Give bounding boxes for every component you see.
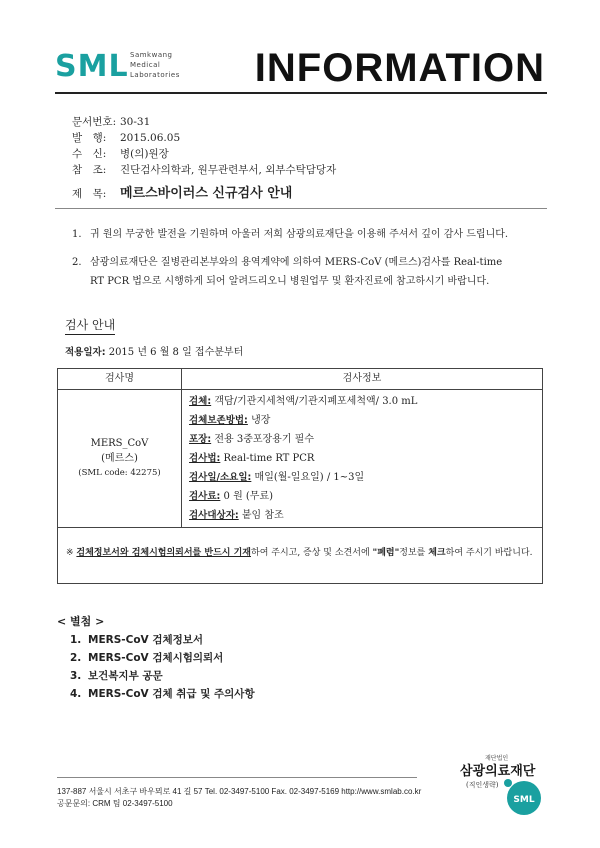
apply-date bbox=[65, 343, 243, 358]
info-row bbox=[189, 452, 314, 466]
meta-key: 수 신: bbox=[72, 148, 107, 160]
attachment-text: MERS-CoV 검체 취급 및 주의사항 bbox=[88, 688, 255, 700]
table-header: 검사정보 bbox=[342, 373, 382, 384]
info-label: 검사료: bbox=[189, 491, 221, 502]
seal-omitted-note: (직인생략) bbox=[466, 781, 499, 789]
table-rule bbox=[181, 369, 182, 527]
foundation-prefix: 재단법인 bbox=[485, 755, 509, 762]
note-text: 정보를 bbox=[399, 548, 429, 558]
paragraph-number: 2. bbox=[72, 257, 82, 268]
meta-value: 30-31 bbox=[120, 116, 151, 128]
attachment-number: 3. bbox=[70, 670, 82, 682]
info-label: 검체: bbox=[189, 396, 212, 407]
info-label: 검사일/소요일: bbox=[189, 472, 252, 483]
meta-key: 참 조: bbox=[72, 164, 107, 176]
info-row bbox=[189, 433, 314, 447]
meta-key: 문서번호: bbox=[72, 116, 117, 128]
info-label: 포장: bbox=[189, 434, 212, 445]
paragraph-text: RT PCR 법으로 시행하게 되어 알려드리오니 병원업무 및 환자진료에 참고하시기 바랍니다. bbox=[90, 276, 490, 287]
paragraph-number: 1. bbox=[72, 229, 82, 240]
attachment-item bbox=[70, 667, 163, 685]
logo-sub-line: Samkwang bbox=[130, 51, 173, 59]
meta-value: 진단검사의학과, 원무관련부서, 외부수탁담당자 bbox=[120, 164, 337, 176]
meta-row bbox=[72, 147, 169, 161]
header-rule bbox=[55, 92, 547, 94]
meta-row bbox=[72, 163, 336, 177]
test-name: MERS_CoV bbox=[90, 437, 149, 449]
info-row bbox=[189, 509, 284, 523]
attachment-item bbox=[70, 685, 255, 703]
section-title: 검사 안내 bbox=[65, 316, 115, 335]
badge-text: SML bbox=[513, 795, 535, 805]
divider bbox=[55, 208, 547, 209]
info-value: 전용 3중포장용기 필수 bbox=[214, 434, 315, 445]
attachments-title: < 별첨 > bbox=[57, 615, 105, 628]
note-prefix: ※ bbox=[66, 548, 77, 558]
test-name-cell bbox=[58, 389, 181, 527]
info-value: 객담/기관지세척액/기관지폐포세척액/ 3.0 mL bbox=[214, 396, 418, 407]
attachment-item bbox=[70, 649, 223, 667]
test-info-table bbox=[57, 368, 543, 584]
info-value: Real-time RT PCR bbox=[223, 453, 315, 464]
attachment-text: 보건복지부 공문 bbox=[88, 670, 163, 682]
paragraph-text: 귀 원의 무궁한 발전을 기원하며 아울러 저희 삼광의료재단을 이용해 주셔서 깊이 감사 드립니다. bbox=[90, 229, 509, 240]
info-value: 냉장 bbox=[251, 415, 271, 426]
subject-value: 메르스바이러스 신규검사 안내 bbox=[120, 186, 293, 201]
note-emphasis: "폐렴" bbox=[372, 548, 400, 558]
attachment-text: MERS-CoV 검체정보서 bbox=[88, 634, 204, 646]
logo-sub-line: Medical bbox=[130, 61, 161, 69]
info-label: 검사법: bbox=[189, 453, 221, 464]
info-row bbox=[189, 414, 270, 428]
note-text: 하여 주시고, 증상 및 소견서에 bbox=[251, 548, 373, 558]
sml-badge-icon bbox=[500, 774, 544, 818]
info-row bbox=[189, 395, 417, 409]
info-label: 검체보존방법: bbox=[189, 415, 248, 426]
test-name-kr: (메르스) bbox=[101, 452, 138, 464]
footer-rule bbox=[57, 777, 417, 778]
logo-sub-line: Laboratories bbox=[130, 71, 180, 79]
info-row bbox=[189, 471, 364, 485]
paragraph bbox=[72, 253, 542, 291]
meta-row bbox=[72, 131, 180, 145]
meta-key: 발 행: bbox=[72, 132, 107, 144]
page-title: INFORMATION bbox=[254, 46, 545, 90]
table-rule bbox=[58, 527, 542, 528]
attachment-number: 1. bbox=[70, 634, 82, 646]
foundation-name: 삼광의료재단 bbox=[460, 764, 536, 779]
attachment-number: 4. bbox=[70, 688, 82, 700]
subject-row bbox=[72, 182, 292, 201]
note-emphasis: 체크 bbox=[428, 548, 446, 558]
meta-value: 병(의)원장 bbox=[120, 148, 169, 160]
apply-date-label: 적용일자: bbox=[65, 347, 106, 358]
info-value: 매일(월-일요일) / 1~3일 bbox=[254, 472, 365, 483]
attachment-number: 2. bbox=[70, 652, 82, 664]
paragraph-text: 삼광의료재단은 질병관리본부와의 용역계약에 의하여 MERS-CoV (메르스)검사를 Real-time bbox=[90, 257, 503, 268]
note-text: 하여 주시기 바랍니다. bbox=[445, 548, 533, 558]
footer-address: 137-887 서울시 서초구 바우뫼로 41 길 57 Tel. 02-3497-5100 Fax. 02-3497-5169 http://www.smlab.co.kr bbox=[57, 787, 422, 796]
sml-logo: SML bbox=[55, 49, 129, 84]
subject-key: 제 목: bbox=[72, 188, 107, 200]
info-value: 붙임 참조 bbox=[241, 510, 284, 521]
info-label: 검사대상자: bbox=[189, 510, 239, 521]
paragraph bbox=[72, 225, 542, 244]
attachment-item bbox=[70, 631, 203, 649]
table-header: 검사명 bbox=[105, 373, 134, 384]
info-row bbox=[189, 490, 273, 504]
note-emphasis: 검체정보서와 검체시험의뢰서를 반드시 기재 bbox=[76, 548, 251, 558]
logo-subtitle bbox=[130, 50, 180, 80]
meta-row bbox=[72, 115, 150, 129]
test-code: (SML code: 42275) bbox=[78, 467, 161, 478]
footer-contact: 공문문의: CRM 팀 02-3497-5100 bbox=[57, 799, 173, 808]
table-note bbox=[66, 547, 532, 559]
apply-date-value: 2015 년 6 월 8 일 접수분부터 bbox=[108, 347, 244, 358]
attachment-text: MERS-CoV 검체시험의뢰서 bbox=[88, 652, 224, 664]
meta-value: 2015.06.05 bbox=[120, 132, 181, 144]
info-value: 0 원 (무료) bbox=[223, 491, 274, 502]
